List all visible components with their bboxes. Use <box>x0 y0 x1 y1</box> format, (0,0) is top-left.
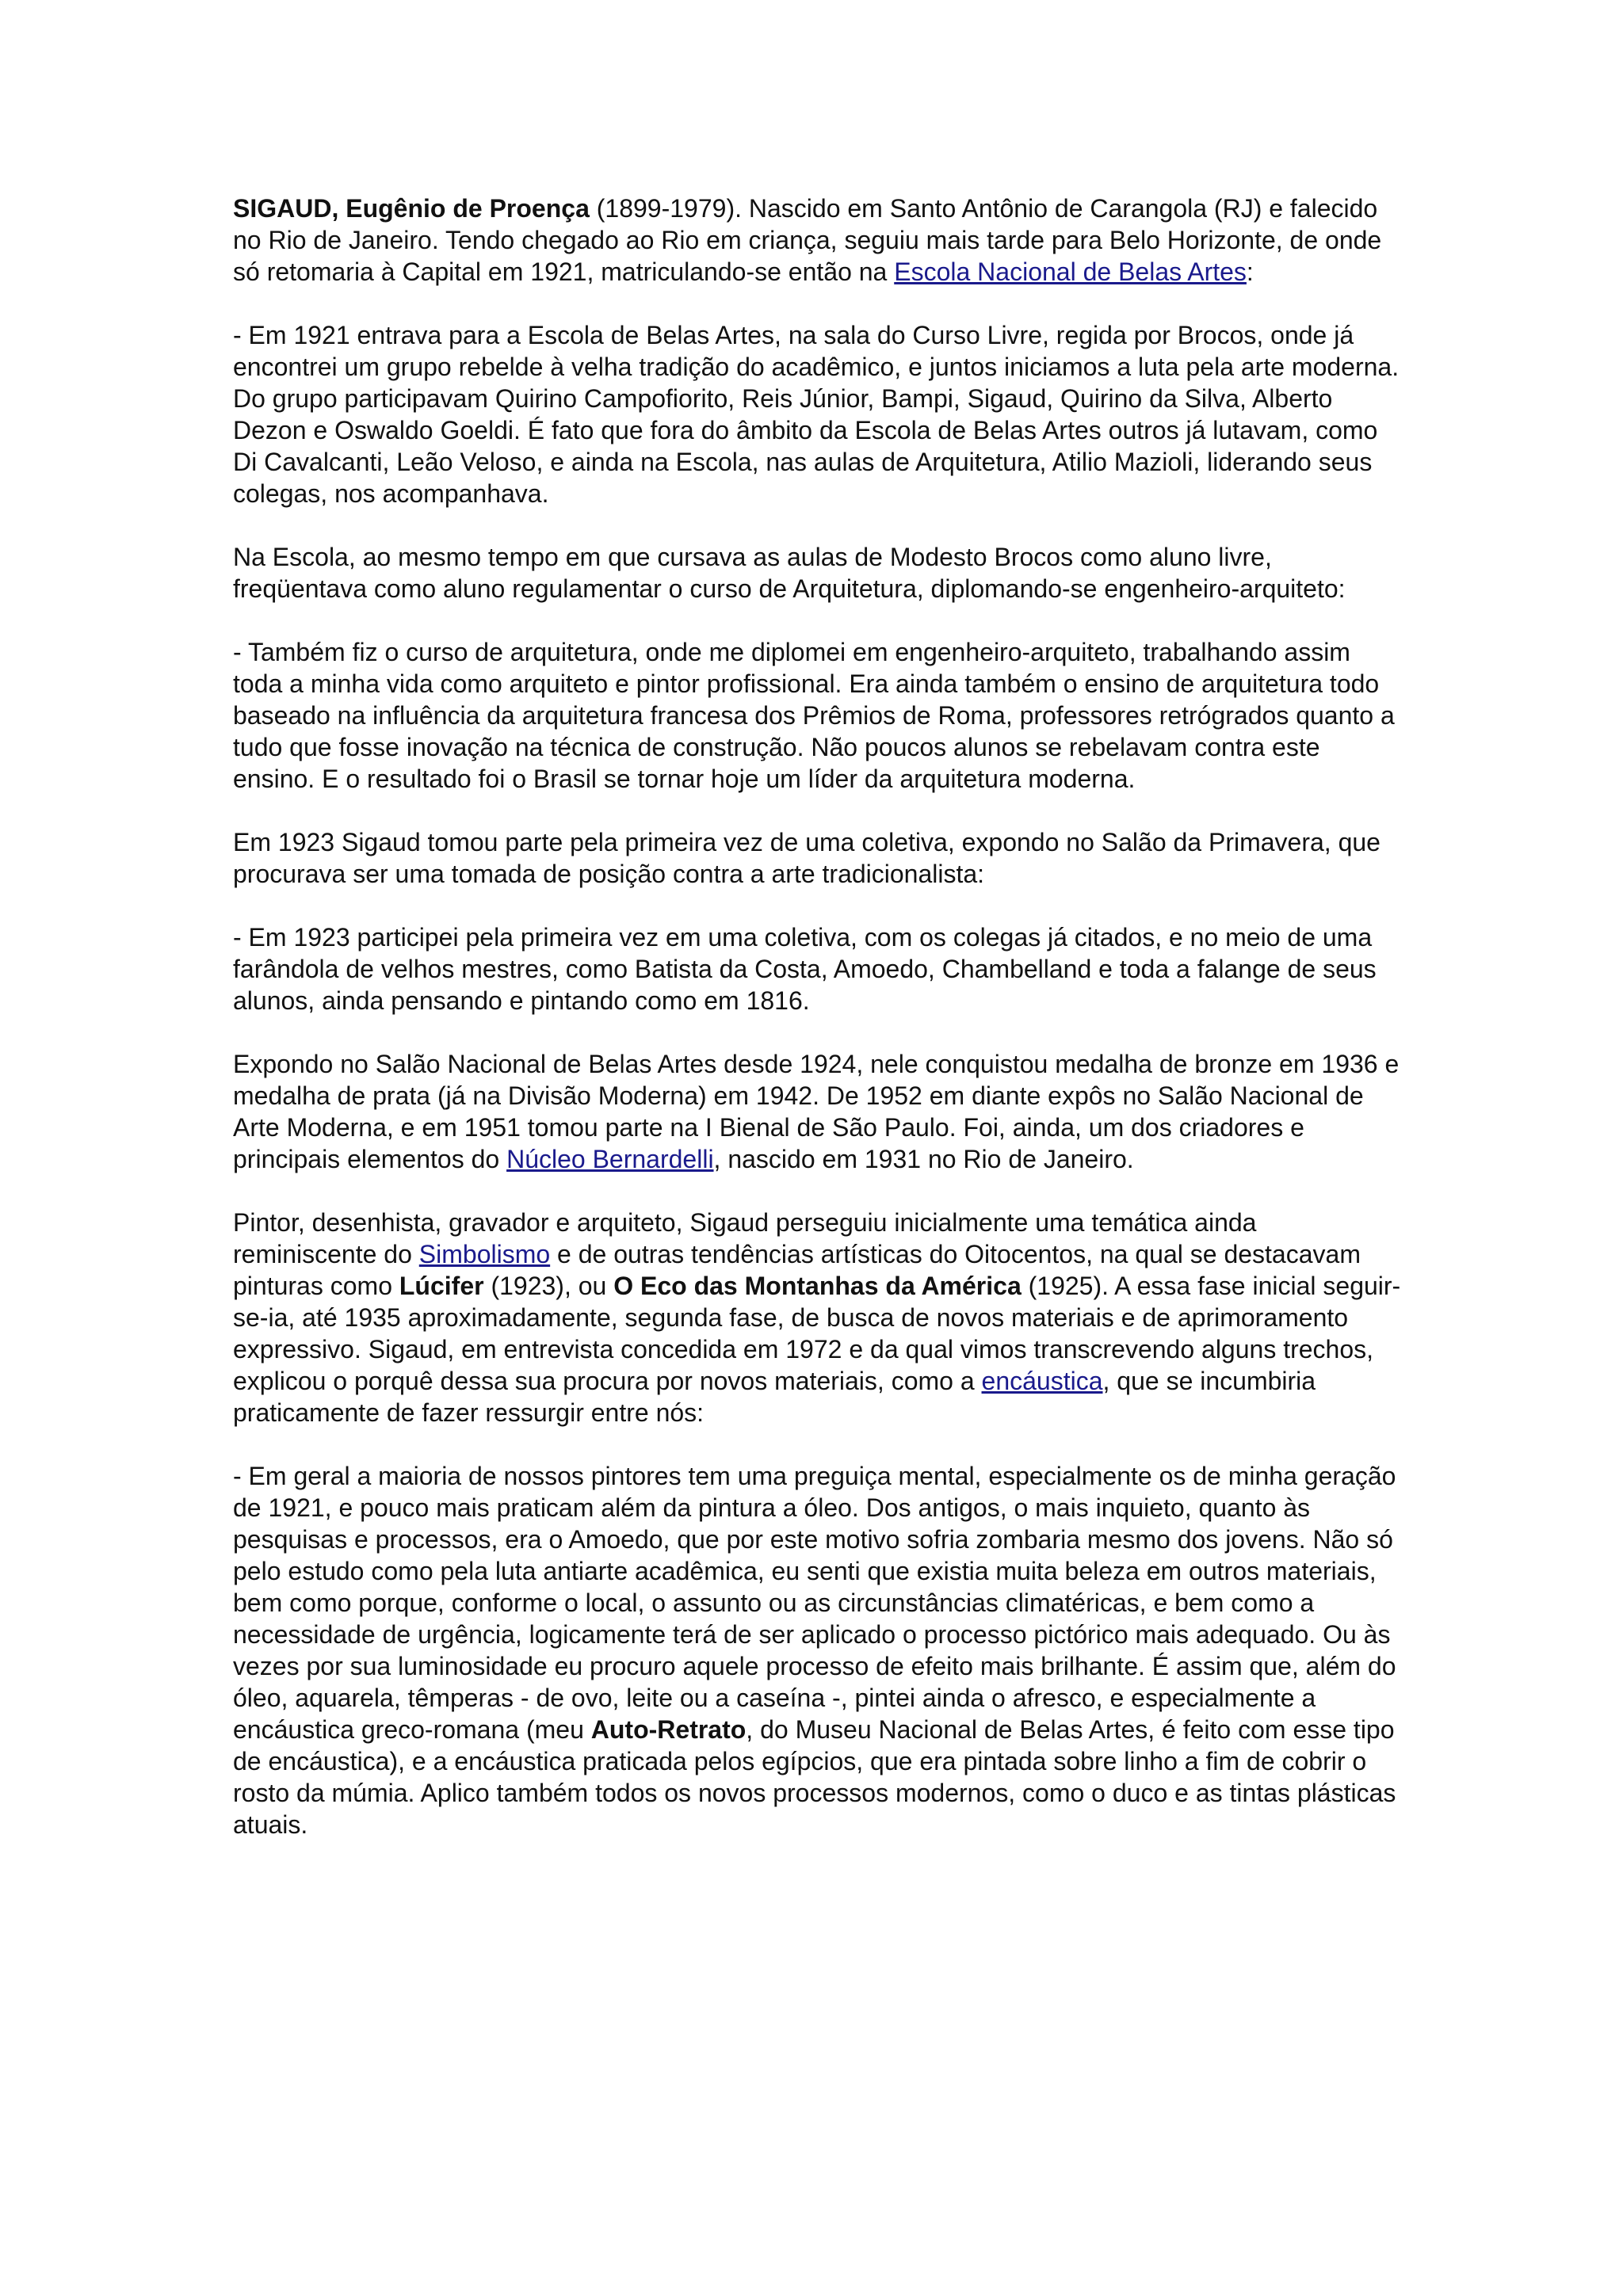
paragraph-pintor <box>233 1207 1406 1428</box>
materiais-text-a: - Em geral a maioria de nossos pintores tem uma preguiça mental, especialmente os de minha geração de 1921, e pouco mais praticam além da pintura a óleo. Dos antigos, o mais inquieto, quanto às pesquisas e processos, era o Amoedo, que por este motivo sofria zombaria mesmo dos jovens. Não só pelo estudo como pela luta antiarte acadêmica, eu senti que existia muita beleza em outros materiais, bem como porque, conforme o local, o assunto ou as circunstâncias climatéricas, e bem como a necessidade de urgência, logicamente terá de ser aplicado o processo pictórico mais adequado. Ou às vezes por sua luminosidade eu procuro aquele processo de efeito mais brilhante. É assim que, além do óleo, aquarela, têmperas - de ovo, leite ou a caseína -, pintei ainda o afresco, e especialmente a encáustica greco-romana (meu <box>233 1462 1396 1744</box>
salao-text-end: , nascido em 1931 no Rio de Janeiro. <box>713 1145 1134 1173</box>
link-encaustica[interactable]: encáustica <box>981 1367 1103 1395</box>
salao-text: Expondo no Salão Nacional de Belas Artes desde 1924, nele conquistou medalha de bronze em 1936 e medalha de prata (já na Divisão Moderna) em 1942. De 1952 em diante expôs no Salão Nacional de Arte Moderna, e em 1951 tomou parte na I Bienal de São Paulo. Foi, ainda, um dos criadores e principais elementos do <box>233 1050 1400 1173</box>
intro-text: (1899-1979). Nascido em Santo Antônio de Carangola (RJ) e falecido no Rio de Janeiro. Tendo chegado ao Rio em criança, seguiu mais tarde para Belo Horizonte, de onde só retomaria à Capital em 1921, matriculando-se então na <box>233 194 1382 286</box>
materiais-text-b: , do Museu Nacional de Belas Artes, é feito com esse tipo de encáustica), e a encáustica praticada pelos egípcios, que era pintada sobre linho a fim de cobrir o rosto da múmia. Aplico também todos os novos processos modernos, como o duco e as tintas plásticas atuais. <box>233 1715 1396 1839</box>
artist-name: SIGAUD, Eugênio de Proença <box>233 194 590 223</box>
link-nucleo-bernardelli[interactable]: Núcleo Bernardelli <box>506 1145 714 1173</box>
document-body <box>233 193 1406 1840</box>
pintor-text-a: Pintor, desenhista, gravador e arquiteto, Sigaud perseguiu inicialmente uma temática ainda reminiscente do <box>233 1208 1257 1268</box>
pintor-text-b: e de outras tendências artísticas do Oitocentos, na qual se destacavam pinturas como <box>233 1240 1361 1300</box>
work-title-lucifer: Lúcifer <box>399 1272 484 1300</box>
paragraph-intro <box>233 193 1406 288</box>
link-escola-nacional-de-belas-artes[interactable]: Escola Nacional de Belas Artes <box>894 257 1247 286</box>
paragraph-salao-nacional <box>233 1048 1406 1175</box>
pintor-text-d: (1925). A essa fase inicial seguir-se-ia, até 1935 aproximadamente, segunda fase, de busca de novos materiais e de aprimoramento expressivo. Sigaud, em entrevista concedida em 1972 e da qual vimos transcrevendo alguns trechos, explicou o porquê dessa sua procura por novos materiais, como a <box>233 1272 1401 1395</box>
pintor-text-e: , que se incumbiria praticamente de fazer ressurgir entre nós: <box>233 1367 1316 1427</box>
intro-text-end: : <box>1246 257 1254 286</box>
paragraph-quote-1923: - Em 1923 participei pela primeira vez em uma coletiva, com os colegas já citados, e no meio de uma farândola de velhos mestres, como Batista da Costa, Amoedo, Chambelland e toda a falange de seus alunos, ainda pensando e pintando como em 1816. <box>233 923 1377 1015</box>
work-title-auto-retrato: Auto-Retrato <box>590 1715 747 1744</box>
work-title-eco-das-montanhas: O Eco das Montanhas da América <box>613 1272 1022 1300</box>
link-simbolismo[interactable]: Simbolismo <box>418 1240 551 1268</box>
paragraph-1923: Em 1923 Sigaud tomou parte pela primeira vez de uma coletiva, expondo no Salão da Primavera, que procurava ser uma tomada de posição contra a arte tradicionalista: <box>233 828 1381 888</box>
paragraph-quote-materiais <box>233 1460 1406 1840</box>
paragraph-quote-arquitetura: - Também fiz o curso de arquitetura, onde me diplomei em engenheiro-arquiteto, trabalhando assim toda a minha vida como arquiteto e pintor profissional. Era ainda também o ensino de arquitetura todo baseado na influência da arquitetura francesa dos Prêmios de Roma, professores retrógrados quanto a tudo que fosse inovação na técnica de construção. Não poucos alunos se rebelavam contra este ensino. E o resultado foi o Brasil se tornar hoje um líder da arquitetura moderna. <box>233 638 1395 793</box>
paragraph-quote-1921: - Em 1921 entrava para a Escola de Belas Artes, na sala do Curso Livre, regida por Brocos, onde já encontrei um grupo rebelde à velha tradição do acadêmico, e juntos iniciamos a luta pela arte moderna. Do grupo participavam Quirino Campofiorito, Reis Júnior, Bampi, Sigaud, Quirino da Silva, Alberto Dezon e Oswaldo Goeldi. É fato que fora do âmbito da Escola de Belas Artes outros já lutavam, como Di Cavalcanti, Leão Veloso, e ainda na Escola, nas aulas de Arquitetura, Atilio Mazioli, liderando seus colegas, nos acompanhava. <box>233 321 1400 508</box>
paragraph-escola: Na Escola, ao mesmo tempo em que cursava as aulas de Modesto Brocos como aluno livre, freqüentava como aluno regulamentar o curso de Arquitetura, diplomando-se engenheiro-arquiteto: <box>233 543 1346 603</box>
pintor-text-c: (1923), ou <box>483 1272 614 1300</box>
